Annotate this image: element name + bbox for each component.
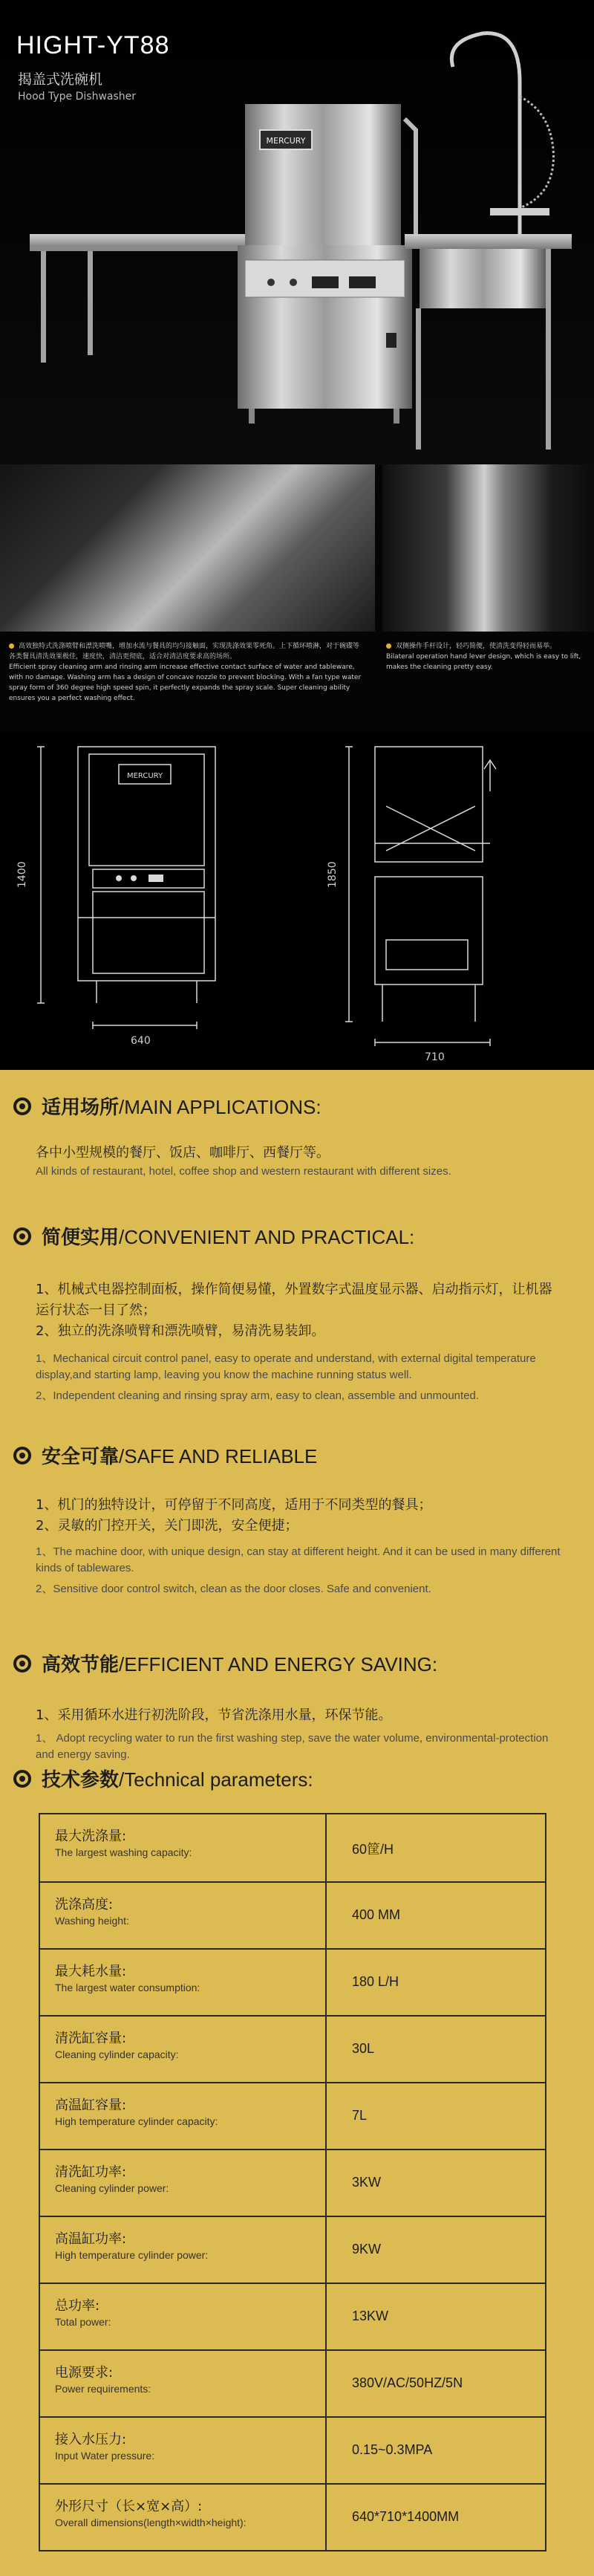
product-subtitle-en: Hood Type Dishwasher bbox=[18, 91, 137, 103]
target-bullet-icon bbox=[13, 1227, 31, 1245]
column-divider bbox=[325, 2485, 327, 2550]
parameter-value: 0.15~0.3MPA bbox=[352, 2442, 433, 2457]
target-bullet-icon bbox=[13, 1770, 31, 1788]
parameter-label-cn: 总功率: bbox=[55, 2298, 100, 2314]
table-row bbox=[40, 2483, 545, 2550]
parameter-label-en: Cleaning cylinder power: bbox=[55, 2182, 169, 2194]
applications-text bbox=[36, 1143, 564, 1180]
table-row bbox=[40, 1881, 545, 1948]
parameter-label-en: Total power: bbox=[55, 2316, 111, 2328]
parameter-label-cn: 外形尺寸（长×宽×高）: bbox=[55, 2499, 203, 2514]
text-cn-1: 1、机械式电器控制面板，操作简便易懂，外置数字式温度显示器、启动指示灯，让机器运行状态一目了然； bbox=[36, 1282, 552, 1318]
parameter-label-cn: 接入水压力: bbox=[55, 2432, 127, 2447]
parameter-label bbox=[55, 1828, 322, 1859]
technical-drawings bbox=[0, 732, 594, 1070]
parameter-label bbox=[55, 2164, 322, 2195]
parameter-value: 60筐/H bbox=[352, 1842, 394, 1857]
column-divider bbox=[325, 2017, 327, 2082]
parameter-value: 380V/AC/50HZ/5N bbox=[352, 2375, 463, 2390]
front-view-drawing bbox=[0, 732, 594, 1070]
text-en: All kinds of restaurant, hotel, coffee shop and western restaurant with different sizes. bbox=[36, 1165, 451, 1178]
title-cn: 技术参数 bbox=[42, 1769, 120, 1791]
parameter-label bbox=[55, 2364, 322, 2395]
parameter-label-cn: 最大耗水量: bbox=[55, 1964, 127, 1979]
parameter-label-en: Overall dimensions(length×width×height): bbox=[55, 2517, 247, 2528]
parameter-label-cn: 高温缸功率: bbox=[55, 2231, 127, 2247]
column-divider bbox=[325, 1950, 327, 2015]
column-divider bbox=[325, 2150, 327, 2216]
features-section bbox=[0, 1070, 594, 2576]
target-bullet-icon bbox=[13, 1097, 31, 1115]
column-divider bbox=[325, 2351, 327, 2416]
section-title-energy bbox=[13, 1649, 437, 1677]
dim-height-side: 1850 bbox=[327, 861, 339, 888]
parameter-label bbox=[55, 1896, 322, 1927]
section-title-safe bbox=[13, 1441, 317, 1469]
drawing-brand-label: MERCURY bbox=[126, 772, 163, 780]
parameter-label-en: Washing height: bbox=[55, 1915, 129, 1927]
parameter-label bbox=[55, 1963, 322, 1994]
parameter-label-en: The largest water consumption: bbox=[55, 1982, 200, 1993]
parameter-label-cn: 清洗缸功率: bbox=[55, 2164, 127, 2180]
table-row bbox=[40, 1948, 545, 2015]
detail-photos bbox=[0, 464, 594, 732]
parameter-value: 3KW bbox=[352, 2175, 382, 2190]
parameter-value: 640*710*1400MM bbox=[352, 2509, 460, 2524]
column-divider bbox=[325, 2083, 327, 2149]
product-subtitle-cn: 揭盖式洗碗机 bbox=[18, 71, 103, 88]
section-title-applications bbox=[13, 1092, 322, 1120]
title-en: /EFFICIENT AND ENERGY SAVING: bbox=[119, 1653, 438, 1675]
parameter-label-en: Power requirements: bbox=[55, 2383, 151, 2395]
parameter-label-en: High temperature cylinder power: bbox=[55, 2249, 209, 2261]
hand-lever-photo bbox=[382, 464, 594, 632]
parameter-value: 30L bbox=[352, 2041, 375, 2056]
convenient-text bbox=[36, 1279, 564, 1404]
energy-text bbox=[36, 1705, 564, 1763]
section-title-convenient bbox=[13, 1222, 414, 1250]
text-cn-2: 2、灵敏的门控开关，关门即洗，安全便捷； bbox=[36, 1518, 298, 1534]
dim-height-front: 1400 bbox=[16, 861, 28, 888]
text-cn-2: 2、独立的洗涤喷臂和漂洗喷臂，易清洗易装卸。 bbox=[36, 1323, 325, 1339]
table-row bbox=[40, 2082, 545, 2149]
dishwasher-illustration bbox=[0, 0, 594, 464]
parameter-label-cn: 高温缸容量: bbox=[55, 2098, 127, 2113]
parameter-label bbox=[55, 2431, 322, 2462]
table-row bbox=[40, 2349, 545, 2416]
text-cn-1: 1、采用循环水进行初洗阶段，节省洗涤用水量，环保节能。 bbox=[36, 1707, 392, 1723]
parameter-label-cn: 电源要求: bbox=[55, 2365, 114, 2381]
parameter-label bbox=[55, 2097, 322, 2128]
title-en: /SAFE AND RELIABLE bbox=[119, 1445, 318, 1467]
table-row bbox=[40, 2283, 545, 2349]
caption-cn: 高效独特式洗涤喷臂和漂洗喷嘴，增加水流与餐具的均匀接触面，实现洗涤效果零死角。上下循环喷淋，对于碗碟等各类餐具清洗效果极佳，速度快，清洁更彻底，适合对清洁度要求高的场所。 bbox=[9, 643, 360, 661]
model-title: HIGHT-YT88 bbox=[16, 31, 170, 59]
table-row bbox=[40, 2216, 545, 2283]
text-cn: 各中小型规模的餐厅、饭店、咖啡厅、西餐厅等。 bbox=[36, 1145, 330, 1161]
table-row bbox=[40, 2015, 545, 2082]
safe-text bbox=[36, 1495, 564, 1597]
text-en-1: 1、 Adopt recycling water to run the first washing step, save the water volume, environmental-protection and energy saving. bbox=[36, 1732, 549, 1761]
column-divider bbox=[325, 1883, 327, 1948]
spray-arm-photo bbox=[0, 464, 375, 632]
column-divider bbox=[325, 1814, 327, 1881]
parameter-label bbox=[55, 2297, 322, 2329]
dim-width-front: 640 bbox=[131, 1035, 151, 1047]
column-divider bbox=[325, 2217, 327, 2283]
bullet-dot-icon bbox=[386, 643, 391, 649]
hand-lever-caption bbox=[386, 641, 587, 672]
title-cn: 高效节能 bbox=[42, 1654, 120, 1676]
target-bullet-icon bbox=[13, 1655, 31, 1673]
text-en-1: 1、Mechanical circuit control panel, easy to operate and understand, with external digital temperature display,and starting lamp, leaving you know the machine running status well. bbox=[36, 1352, 536, 1381]
table-row bbox=[40, 1814, 545, 1881]
column-divider bbox=[325, 2284, 327, 2349]
parameter-label-cn: 最大洗涤量: bbox=[55, 1829, 127, 1844]
table-row bbox=[40, 2149, 545, 2216]
title-en: /CONVENIENT AND PRACTICAL: bbox=[119, 1226, 415, 1248]
text-en-2: 2、Independent cleaning and rinsing spray arm, easy to clean, assemble and unmounted. bbox=[36, 1389, 480, 1402]
caption-cn: 双侧操作手杆设计，轻巧简便，使清洗变得轻而易举。 bbox=[396, 643, 557, 650]
parameter-label bbox=[55, 2498, 322, 2529]
parameter-label-en: The largest washing capacity: bbox=[55, 1846, 192, 1858]
target-bullet-icon bbox=[13, 1447, 31, 1464]
parameter-value: 180 L/H bbox=[352, 1974, 399, 1989]
section-title-technical bbox=[13, 1765, 313, 1792]
parameter-value: 13KW bbox=[352, 2309, 389, 2323]
title-en: /MAIN APPLICATIONS: bbox=[119, 1096, 322, 1118]
technical-parameters-table bbox=[39, 1813, 546, 2551]
parameter-label-en: Cleaning cylinder capacity: bbox=[55, 2048, 179, 2060]
text-en-2: 2、Sensitive door control switch, clean as the door closes. Safe and convenient. bbox=[36, 1583, 431, 1595]
caption-en: Efficient spray cleaning arm and rinsing arm increase effective contact surface of water and tableware, with no damage. Washing arm has a design of concave nozzle to prevent blocking. With a fan type water spray form of 360 degree high speed spin, it perfectly expands the spray scale. Super cleaning ability ensures you a perfect washing effect. bbox=[9, 664, 362, 702]
hero-section bbox=[0, 0, 594, 464]
parameter-label-en: Input Water pressure: bbox=[55, 2450, 155, 2462]
machine-brand-label: MERCURY bbox=[266, 136, 306, 146]
parameter-label-cn: 清洗缸容量: bbox=[55, 2031, 127, 2046]
text-en-1: 1、The machine door, with unique design, can stay at different height. And it can be used in many different kinds of tablewares. bbox=[36, 1545, 561, 1574]
parameter-label-en: High temperature cylinder capacity: bbox=[55, 2115, 218, 2127]
parameter-label bbox=[55, 2030, 322, 2061]
parameter-label-cn: 洗涤高度: bbox=[55, 1897, 114, 1912]
spray-arm-caption bbox=[9, 641, 365, 704]
title-cn: 适用场所 bbox=[42, 1097, 120, 1119]
title-en: /Technical parameters: bbox=[119, 1768, 313, 1791]
parameter-value: 9KW bbox=[352, 2242, 382, 2257]
parameter-label bbox=[55, 2231, 322, 2262]
title-cn: 安全可靠 bbox=[42, 1446, 120, 1468]
caption-en: Bilateral operation hand lever design, which is easy to lift, makes the cleaning pretty easy. bbox=[386, 653, 581, 671]
dim-depth-side: 710 bbox=[425, 1051, 445, 1063]
title-cn: 简便实用 bbox=[42, 1227, 120, 1249]
text-cn-1: 1、机门的独特设计，可停留于不同高度，适用于不同类型的餐具； bbox=[36, 1497, 432, 1513]
column-divider bbox=[325, 2418, 327, 2483]
table-row bbox=[40, 2416, 545, 2483]
bullet-dot-icon bbox=[9, 643, 14, 649]
parameter-value: 400 MM bbox=[352, 1907, 401, 1922]
parameter-value: 7L bbox=[352, 2108, 368, 2123]
